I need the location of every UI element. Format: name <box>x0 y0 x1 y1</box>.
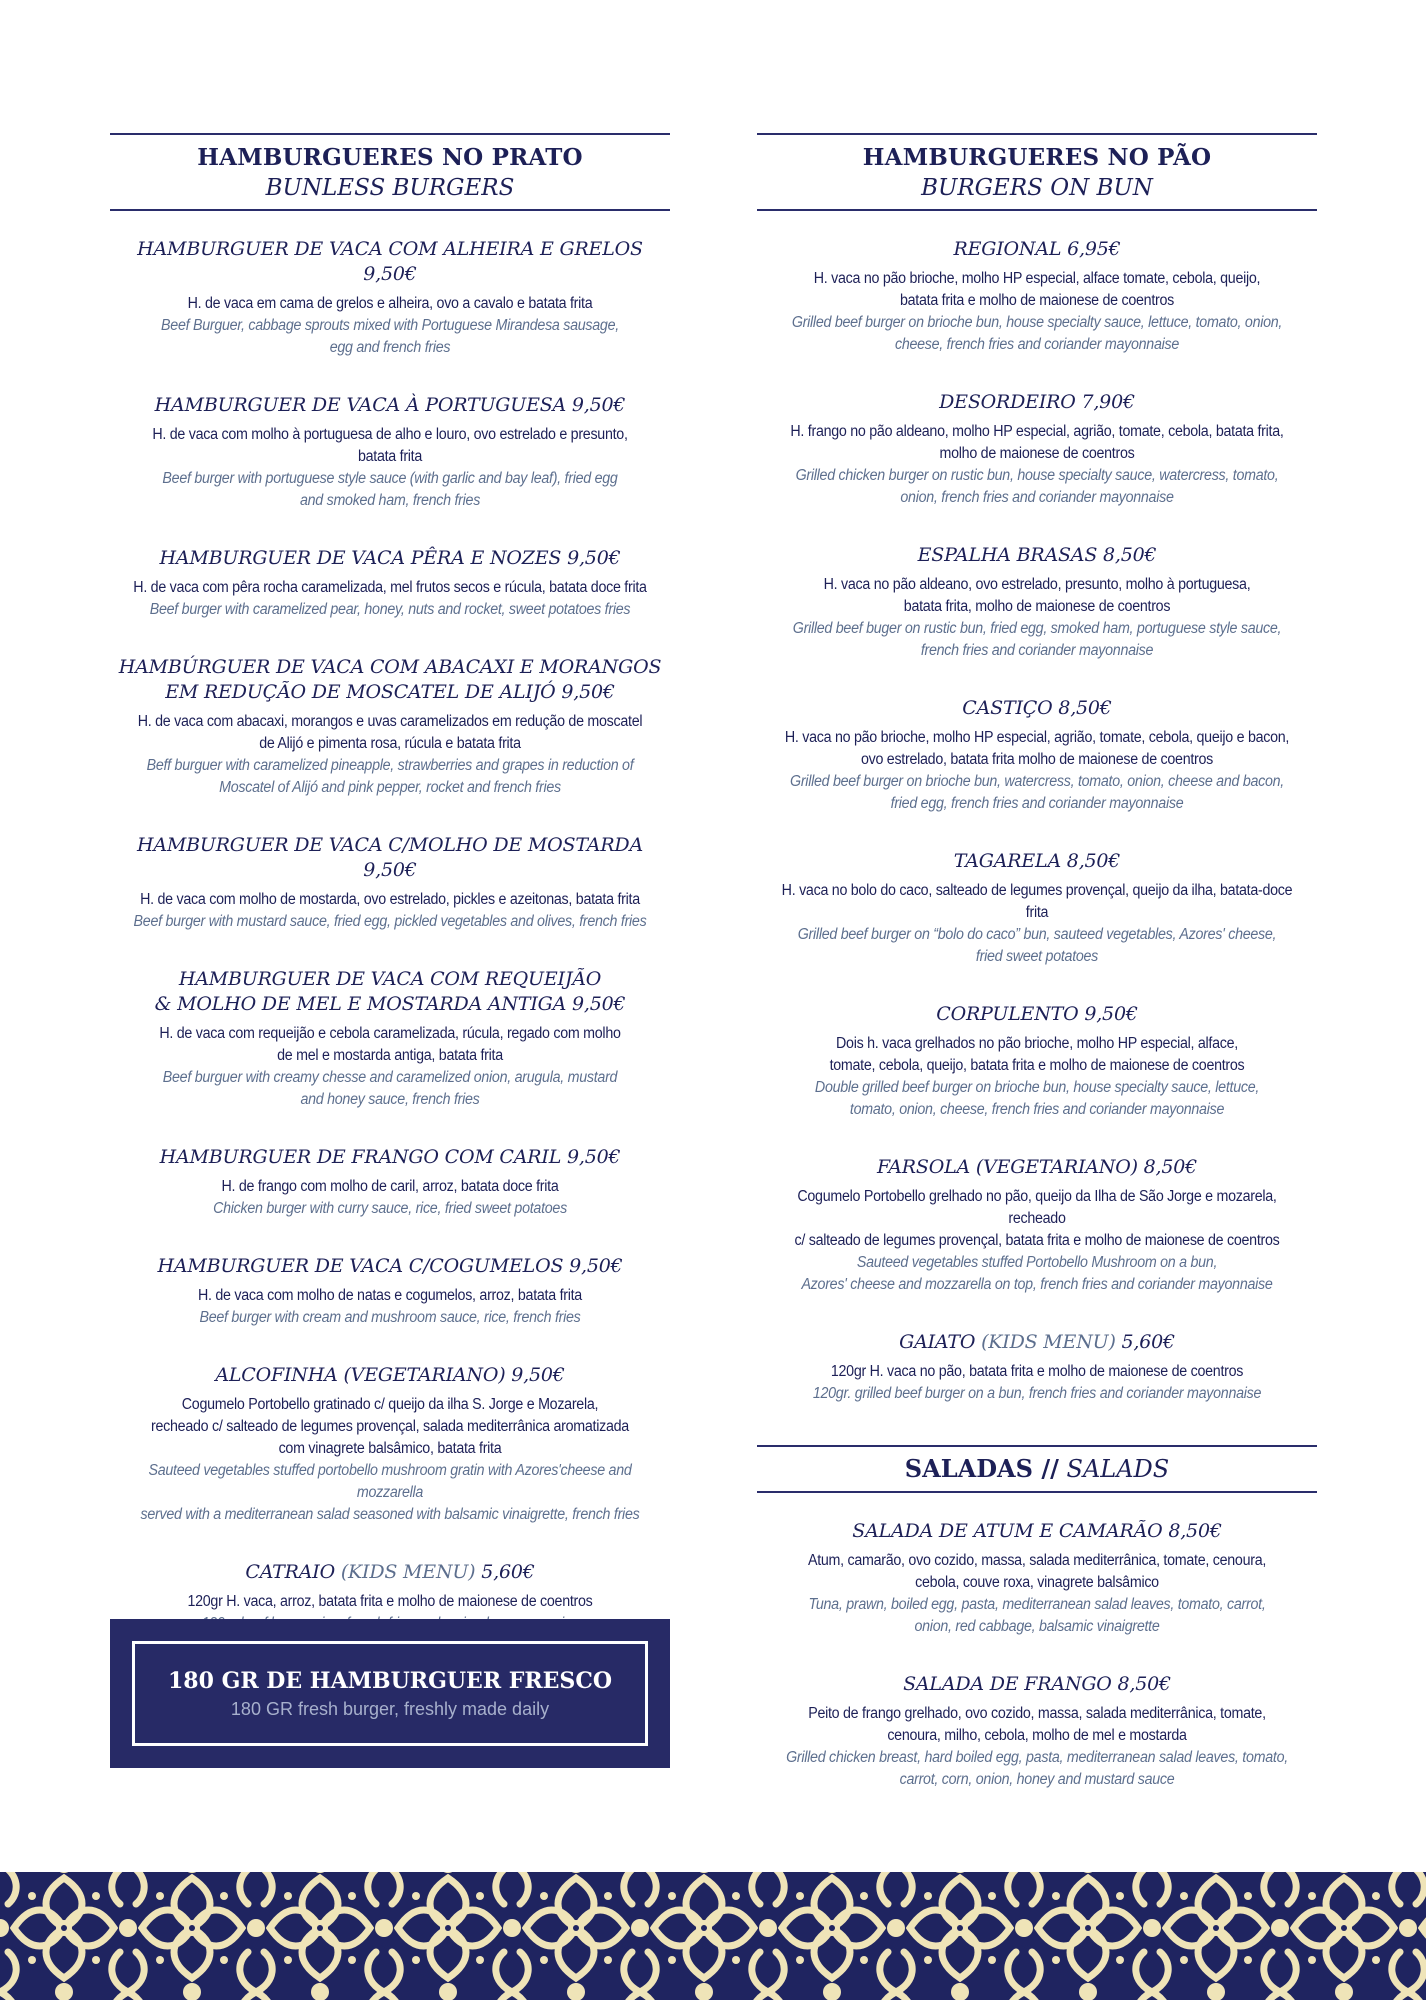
menu-item <box>757 1672 1317 1791</box>
menu-item <box>110 1363 670 1526</box>
menu-item <box>110 1145 670 1220</box>
menu-item-title: ESPALHA BRASAS 8,50€ <box>917 544 1157 566</box>
azulejo-tile-border <box>0 1872 1426 2000</box>
section-header-on-bun <box>757 133 1317 211</box>
kids-menu-label: (KIDS MENU) <box>981 1331 1116 1353</box>
menu-item-description-en: Beef burger with portuguese style sauce (with garlic and bay leaf), fried egg and smoked ham, french fries <box>162 470 618 509</box>
menu-item <box>757 696 1317 815</box>
menu-item-description-pt: H. vaca no pão brioche, molho HP especial, alface tomate, cebola, queijo, batata frita e molho de maionese de coentros <box>813 270 1261 309</box>
azulejo-pattern <box>0 1872 1426 2000</box>
menu-item <box>110 967 670 1111</box>
menu-item-description-pt: H. vaca no pão brioche, molho HP especial, agrião, tomate, cebola, queijo e bacon, ovo estrelado, batata frita molho de maionese de coentros <box>784 729 1290 768</box>
menu-item-description-en: 120gr. grilled beef burger on a bun, french fries and coriander mayonnaise <box>812 1385 1262 1402</box>
menu-item-description-en: Beff burguer with caramelized pineapple, strawberries and grapes in reduction of Moscatel of Alijó and pink pepper, rocket and french fries <box>146 757 634 796</box>
menu-item-description-en: Tuna, prawn, boiled egg, pasta, mediterranean salad leaves, tomato, carrot, onion, red cabbage, balsamic vinaigrette <box>808 1596 1266 1635</box>
menu-item-description-pt: H. de vaca com molho de mostarda, ovo estrelado, pickles e azeitonas, batata frita <box>140 891 640 908</box>
menu-item <box>757 1155 1317 1296</box>
item-price: 5,60€ <box>475 1561 535 1583</box>
section-subtitle: BUNLESS BURGERS <box>265 175 515 201</box>
menu-item-kids <box>757 1330 1317 1405</box>
salads-title-pt: SALADAS // <box>904 1454 1059 1483</box>
menu-item-description-en: Grilled chicken breast, hard boiled egg, pasta, mediterranean salad leaves, tomato, carrot, corn, onion, honey and mustard sauce <box>786 1749 1288 1788</box>
menu-item-title: HAMBURGUER DE VACA COM REQUEIJÃO & MOLHO DE MEL E MOSTARDA ANTIGA 9,50€ <box>154 968 626 1015</box>
menu-item <box>110 237 670 359</box>
menu-item-description-pt: H. vaca no bolo do caco, salteado de legumes provençal, queijo da ilha, batata-doce frita <box>781 882 1293 921</box>
item-name: GAIATO <box>899 1331 982 1353</box>
menu-item-description-en: Beef burguer with creamy chesse and caramelized onion, arugula, mustard and honey sauce, french fries <box>162 1069 618 1108</box>
menu-item-description-pt: H. de frango com molho de caril, arroz, batata doce frita <box>221 1178 559 1195</box>
menu-item-description-pt: H. de vaca com molho à portuguesa de alho e louro, ovo estrelado e presunto, batata frita <box>152 426 628 465</box>
menu-item-description-en: Grilled beef burger on brioche bun, watercress, tomato, onion, cheese and bacon, fried egg, french fries and coriander mayonnaise <box>790 773 1284 812</box>
menu-item-description-en: Grilled chicken burger on rustic bun, house specialty sauce, watercress, tomato, onion, french fries and coriander mayonnaise <box>795 467 1279 506</box>
fresh-burger-subtitle: 180 GR fresh burger, freshly made daily <box>230 1699 550 1719</box>
menu-item-description-en: Grilled beef burger on brioche bun, house specialty sauce, lettuce, tomato, onion, cheese, french fries and coriander mayonnaise <box>791 314 1283 353</box>
menu-item-description-en: Chicken burger with curry sauce, rice, fried sweet potatoes <box>213 1200 567 1217</box>
menu-item-description-pt: Dois h. vaca grelhados no pão brioche, molho HP especial, alface, tomate, cebola, queijo, batata frita e molho de maionese de coentros <box>829 1035 1245 1074</box>
menu-item-title <box>757 1330 1317 1355</box>
section-header-bunless <box>110 133 670 211</box>
menu-item <box>110 1254 670 1329</box>
menu-item-description-pt: Peito de frango grelhado, ovo cozido, massa, salada mediterrânica, tomate, cenoura, milho, cebola, molho de mel e mostarda <box>808 1705 1266 1744</box>
burgers-on-bun-column <box>757 133 1317 1825</box>
menu-items-on-bun <box>757 237 1317 1296</box>
menu-item-title: CORPULENTO 9,50€ <box>936 1003 1138 1025</box>
menu-item <box>110 546 670 621</box>
menu-item-title: FARSOLA (VEGETARIANO) 8,50€ <box>876 1156 1198 1178</box>
menu-item-description-en: Beef burger with mustard sauce, fried egg, pickled vegetables and olives, french fries <box>133 913 647 930</box>
menu-item-title: CASTIÇO 8,50€ <box>962 697 1112 719</box>
menu-item-title: HAMBURGUER DE VACA À PORTUGUESA 9,50€ <box>154 394 626 416</box>
menu-item-title: HAMBURGUER DE VACA COM ALHEIRA E GRELOS 9,50€ <box>137 238 643 285</box>
section-title: HAMBURGUERES NO PÃO <box>862 144 1212 171</box>
menu-item-description-pt: 120gr H. vaca, arroz, batata frita e molho de maionese de coentros <box>187 1593 593 1610</box>
menu-item-description-pt: H. frango no pão aldeano, molho HP especial, agrião, tomate, cebola, batata frita, molho de maionese de coentros <box>790 423 1284 462</box>
item-price: 5,60€ <box>1115 1331 1175 1353</box>
menu-item-title: HAMBURGUER DE FRANGO COM CARIL 9,50€ <box>159 1146 621 1168</box>
menu-item-title: HAMBURGUER DE VACA C/COGUMELOS 9,50€ <box>157 1255 623 1277</box>
menu-item-description-pt: H. de vaca com pêra rocha caramelizada, mel frutos secos e rúcula, batata doce frita <box>133 579 647 596</box>
menu-item-title: HAMBÚRGUER DE VACA COM ABACAXI E MORANGOS EM REDUÇÃO DE MOSCATEL DE ALIJÓ 9,50€ <box>118 656 662 703</box>
menu-item-description-pt: H. de vaca em cama de grelos e alheira, ovo a cavalo e batata frita <box>187 295 593 312</box>
menu-item-description-pt: H. de vaca com requeijão e cebola caramelizada, rúcula, regado com molho de mel e mostarda antiga, batata frita <box>159 1025 621 1064</box>
kids-menu-label: (KIDS MENU) <box>340 1561 476 1583</box>
menu-item <box>110 393 670 512</box>
menu-item-title: HAMBURGUER DE VACA C/MOLHO DE MOSTARDA 9,50€ <box>136 834 643 881</box>
salads-title-en: SALADS <box>1066 1455 1170 1483</box>
menu-item-description-en: Double grilled beef burger on brioche bun, house specialty sauce, lettuce, tomato, onion, cheese, french fries and coriander mayonnaise <box>814 1079 1260 1118</box>
fresh-burger-title: 180 GR DE HAMBURGUER FRESCO <box>167 1668 612 1694</box>
menu-item-description-en: Grilled beef buger on rustic bun, fried egg, smoked ham, portuguese style sauce, french fries and coriander mayonnaise <box>792 620 1282 659</box>
bunless-burgers-column <box>110 133 670 1669</box>
menu-item <box>757 1519 1317 1638</box>
fresh-burger-frame <box>132 1641 648 1746</box>
menu-item-description-en: Grilled beef burger on “bolo do caco” bun, sauteed vegetables, Azores' cheese, fried sweet potatoes <box>797 926 1277 965</box>
menu-item-description-pt: 120gr H. vaca no pão, batata frita e molho de maionese de coentros <box>830 1363 1244 1380</box>
menu-item-title: ALCOFINHA (VEGETARIANO) 9,50€ <box>215 1364 565 1386</box>
menu-item <box>110 655 670 799</box>
menu-item-title <box>110 1560 670 1585</box>
menu-item-description-en: Sauteed vegetables stuffed portobello mushroom gratin with Azores'cheese and mozzarella served with a mediterranean salad seasoned with balsamic vinaigrette, french fries <box>140 1462 640 1523</box>
fresh-burger-banner <box>110 1619 670 1768</box>
menu-item-description-pt: H. vaca no pão aldeano, ovo estrelado, presunto, molho à portuguesa, batata frita, molho de maionese de coentros <box>823 576 1251 615</box>
menu-item-description-pt: H. de vaca com molho de natas e cogumelos, arroz, batata frita <box>198 1287 582 1304</box>
menu-item-title: TAGARELA 8,50€ <box>953 850 1121 872</box>
menu-item <box>757 1002 1317 1121</box>
section-header-salads <box>757 1445 1317 1493</box>
menu-items-bunless <box>110 237 670 1526</box>
menu-item-description-pt: Cogumelo Portobello gratinado c/ queijo da ilha S. Jorge e Mozarela, recheado c/ salteado de legumes provençal, salada mediterrânica aromatizada com vinagrete balsâmico, batata frita <box>151 1396 629 1457</box>
menu-item <box>757 390 1317 509</box>
section-subtitle: BURGERS ON BUN <box>921 175 1153 201</box>
menu-item-description-en: Beef Burguer, cabbage sprouts mixed with Portuguese Mirandesa sausage, egg and french fries <box>161 317 619 356</box>
menu-item-title: DESORDEIRO 7,90€ <box>939 391 1135 413</box>
menu-item-title: REGIONAL 6,95€ <box>953 238 1121 260</box>
menu-items-salads <box>757 1519 1317 1791</box>
menu-item <box>757 849 1317 968</box>
menu-item-description-en: Beef burger with cream and mushroom sauce, rice, french fries <box>199 1309 581 1326</box>
menu-item-title: SALADA DE ATUM E CAMARÃO 8,50€ <box>852 1520 1222 1542</box>
menu-item <box>757 237 1317 356</box>
menu-item-description-en: Beef burger with caramelized pear, honey, nuts and rocket, sweet potatoes fries <box>149 601 631 618</box>
item-name: CATRAIO <box>245 1561 341 1583</box>
menu-item-title: SALADA DE FRANGO 8,50€ <box>903 1673 1171 1695</box>
menu-item <box>110 833 670 933</box>
menu-item-description-en: Sauteed vegetables stuffed Portobello Mushroom on a bun, Azores' cheese and mozzarella on top, french fries and coriander mayonnaise <box>801 1254 1273 1293</box>
menu-item-description-pt: Cogumelo Portobello grelhado no pão, queijo da Ilha de São Jorge e mozarela, recheado c/ salteado de legumes provençal, batata frita e molho de maionese de coentros <box>794 1188 1280 1249</box>
menu-item-description-pt: H. de vaca com abacaxi, morangos e uvas caramelizados em redução de moscatel de Alijó e pimenta rosa, rúcula e batata frita <box>137 713 643 752</box>
menu-item <box>757 543 1317 662</box>
section-title <box>757 1447 1317 1491</box>
menu-item-title: HAMBURGUER DE VACA PÊRA E NOZES 9,50€ <box>159 547 621 569</box>
menu-item-description-pt: Atum, camarão, ovo cozido, massa, salada mediterrânica, tomate, cenoura, cebola, couve roxa, vinagrete balsâmico <box>807 1552 1267 1591</box>
section-title: HAMBURGUERES NO PRATO <box>197 144 583 171</box>
